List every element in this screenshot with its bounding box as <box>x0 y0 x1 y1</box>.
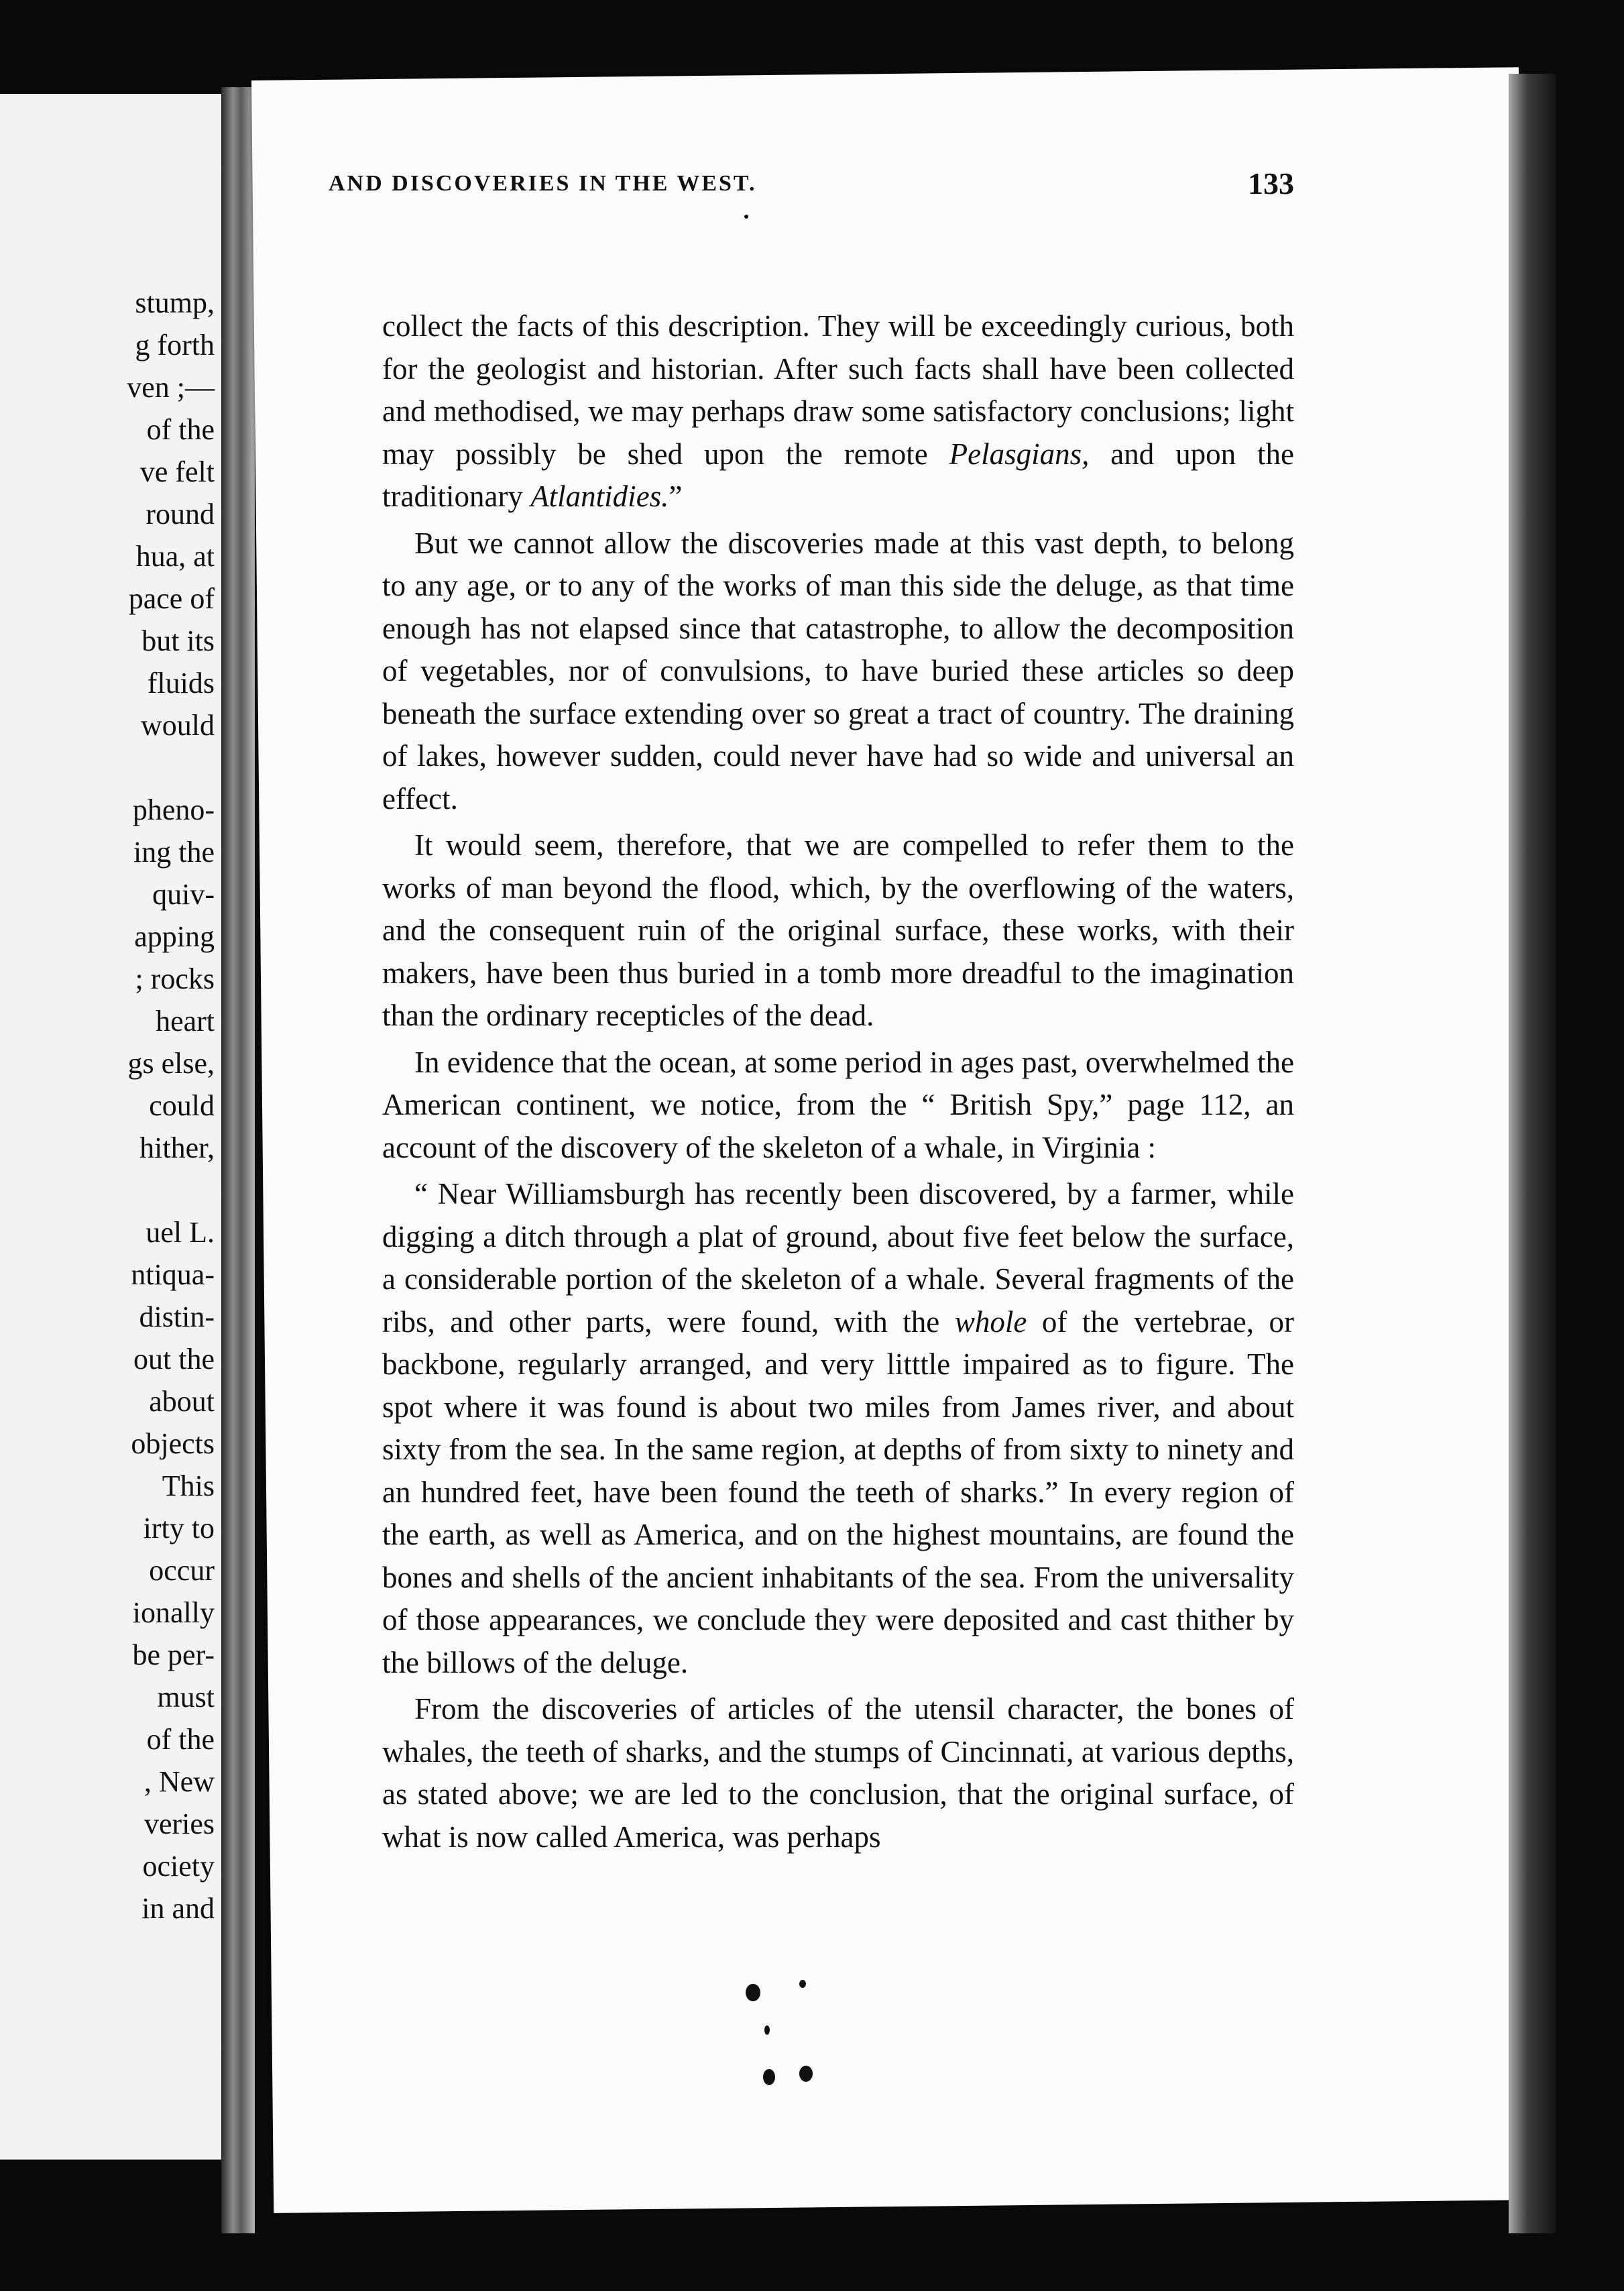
facing-page-line: must <box>157 1681 215 1714</box>
facing-page-line: g forth <box>135 329 215 361</box>
facing-page-line: , New <box>143 1765 215 1798</box>
facing-page-left <box>0 94 228 2160</box>
page-edge <box>1509 74 1556 2233</box>
facing-page-line: ven ;— <box>127 371 215 404</box>
book-gutter <box>221 87 255 2233</box>
text-run: of the vertebrae, or backbone, regularly arranged, and very litttle impaired as to figure. The spot where it was found is about two miles from James river, and about sixty from the sea. In the same region, at depths of from sixty to ninety and an hundred feet, have been found the teeth of sharks.” In every region of the earth, as well as America, and on the highest mountains, are found the bones and shells of the ancient inhabitants of the sea. From the universality of those appearances, we conclude they were deposited and cast thither by the billows of the deluge. <box>382 1304 1294 1679</box>
ink-speck <box>746 1984 760 2001</box>
facing-page-line: out the <box>133 1343 215 1376</box>
facing-page-line: objects <box>131 1427 215 1460</box>
facing-page-line: fluids <box>147 667 215 700</box>
facing-page-line: hua, at <box>135 540 215 573</box>
facing-page-line: veries <box>143 1807 215 1840</box>
italic-text: Atlantidies. <box>530 480 669 513</box>
facing-page-line: pace of <box>128 582 215 615</box>
facing-page-line: would <box>141 709 215 742</box>
paragraph <box>382 1173 1294 1684</box>
text-run: But we cannot allow the discoveries made at this vast depth, to belong to any age, or to any of the works of man this side the deluge, as that time enough has not elapsed since that catastrophe, to allow the decomposition of vegetables, nor of convulsions, to have buried these articles so deep beneath the surface extending over so great a tract of country. The draining of lakes, however sudden, could never have had so wide and universal an effect. <box>382 526 1294 816</box>
text-run: In evidence that the ocean, at some period in ages past, overwhelmed the American continent, we notice, from the “ British Spy,” page 112, an account of the discovery of the skeleton of a whale, in Virginia : <box>382 1045 1295 1164</box>
page-number: 133 <box>1248 166 1294 201</box>
facing-page-line: occur <box>149 1554 215 1587</box>
ink-speck <box>764 2025 770 2035</box>
facing-page-line: gs else, <box>127 1047 215 1080</box>
facing-page-line: ; rocks <box>135 962 215 995</box>
facing-page-line: be per- <box>132 1638 215 1671</box>
ink-speck <box>744 215 748 219</box>
facing-page-line: ionally <box>132 1596 215 1629</box>
italic-text: whole <box>954 1304 1027 1339</box>
facing-page-line: ntiqua- <box>131 1258 215 1291</box>
ink-speck <box>799 2066 813 2082</box>
facing-page-text <box>0 282 215 1930</box>
facing-page-line: ociety <box>142 1850 215 1883</box>
facing-page-line: ve felt <box>139 455 215 488</box>
paragraph <box>382 305 1294 518</box>
paragraph <box>382 1042 1294 1170</box>
facing-page-line <box>0 1169 215 1211</box>
facing-page-line: distin- <box>139 1300 215 1333</box>
facing-page-line: about <box>149 1385 215 1418</box>
paragraph <box>382 824 1294 1038</box>
paragraph <box>382 522 1294 821</box>
facing-page-line: apping <box>134 920 215 953</box>
text-run: ” <box>669 480 683 513</box>
facing-page-line <box>0 746 215 789</box>
facing-page-line: uel L. <box>146 1216 215 1249</box>
ink-speck <box>763 2069 775 2085</box>
text-run: “ Near Williamsburgh has recently been discovered, by a farmer, while digging a ditch through a plat of ground, about five feet below the surface, a considerable portion of the skeleton of a whale. Several fragments of the ribs, and other parts, were found, with the <box>382 1177 1294 1339</box>
facing-page-line: hither, <box>139 1131 215 1164</box>
italic-text: Pelasgians, <box>949 437 1090 471</box>
facing-page-line: of the <box>146 1723 215 1756</box>
facing-page-line: quiv- <box>152 878 215 911</box>
facing-page-line: but its <box>141 624 215 657</box>
ink-speck <box>799 1980 806 1988</box>
running-head: AND DISCOVERIES IN THE WEST. <box>329 171 757 196</box>
paragraph <box>382 1688 1294 1858</box>
facing-page-line: in and <box>141 1892 215 1925</box>
page-header <box>329 166 1294 211</box>
facing-page-line: stump, <box>135 286 215 319</box>
facing-page-line: of the <box>146 413 215 446</box>
text-run: collect the facts of this description. They will be exceedingly curious, both for the geologist and historian. After such facts shall have been collected and methodised, we may perhaps draw some satisfactory conclusions; light may possibly be shed upon the remote <box>382 309 1294 471</box>
facing-page-line: could <box>149 1089 215 1122</box>
facing-page-line: round <box>146 498 215 530</box>
facing-page-line: This <box>162 1469 215 1502</box>
text-run: It would seem, therefore, that we are compelled to refer them to the works of man beyond the flood, which, by the overflowing of the waters, and the consequent ruin of the original surface, these works, with their makers, have been thus buried in a tomb more dreadful to the imagination than the ordinary recepticles of the dead. <box>382 828 1294 1032</box>
text-run: From the discoveries of articles of the utensil character, the bones of whales, the teeth of sharks, and the stumps of Cincinnati, at various depths, as stated above; we are led to the conclusion, that the original surface, of what is now called America, was perhaps <box>382 1692 1294 1854</box>
facing-page-line: ing the <box>133 836 215 869</box>
body-text <box>382 305 1294 1858</box>
text-run: and upon the traditionary <box>382 437 1294 513</box>
facing-page-line: heart <box>156 1005 215 1038</box>
facing-page-line: pheno- <box>132 793 215 826</box>
facing-page-line: irty to <box>143 1512 215 1545</box>
